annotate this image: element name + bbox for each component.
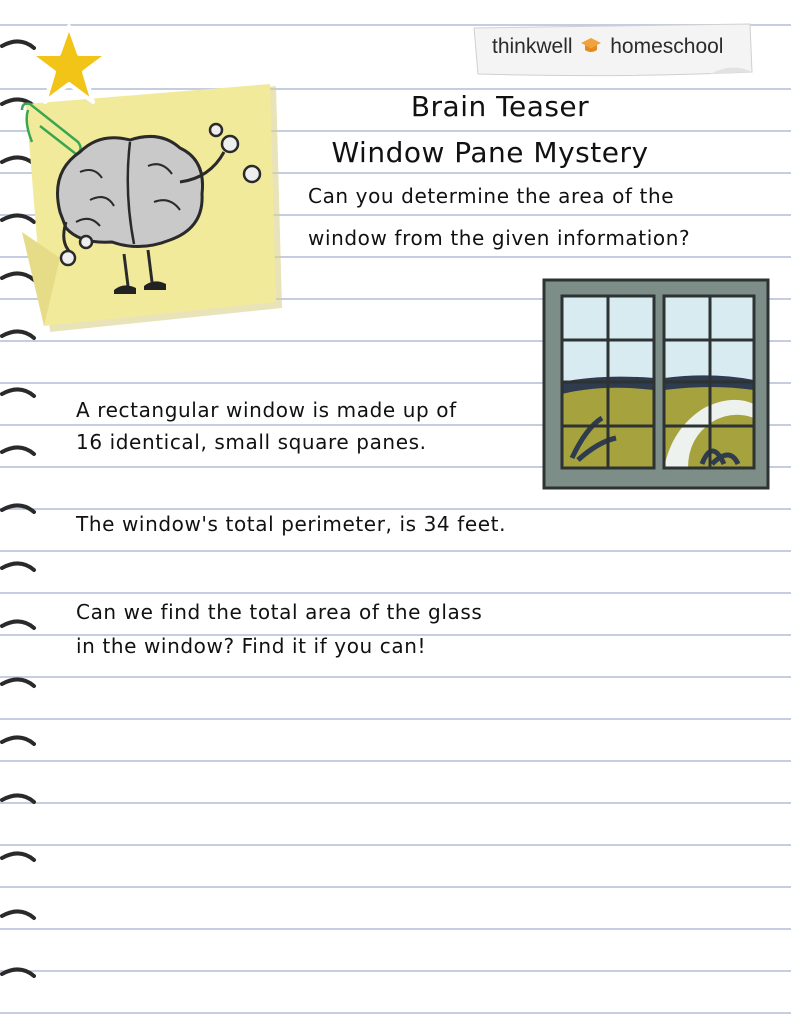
thinkwell-homeschool-logo [470, 22, 755, 78]
window-illustration [542, 278, 770, 490]
logo-brand-right: homeschool [610, 35, 724, 58]
question-line-1: Can you determine the area of the [308, 184, 675, 208]
logo-text [492, 35, 723, 59]
paragraph-1-line-2: 16 identical, small square panes. [76, 430, 427, 454]
paragraph-3-line-1: Can we find the total area of the glass [76, 600, 483, 624]
logo-brand-left: thinkwell [492, 35, 573, 58]
sticky-note-with-brain-mascot [20, 82, 282, 332]
paragraph-2: The window's total perimeter, is 34 feet. [76, 512, 507, 536]
star-icon [26, 22, 112, 108]
page-title: Brain Teaser [410, 90, 590, 123]
paragraph-3-line-2: in the window? Find it if you can! [76, 634, 427, 658]
page-subtitle: Window Pane Mystery [331, 136, 649, 169]
graduation-cap-icon [580, 37, 602, 55]
paragraph-1-line-1: A rectangular window is made up of [76, 398, 457, 422]
question-line-2: window from the given information? [308, 226, 691, 250]
